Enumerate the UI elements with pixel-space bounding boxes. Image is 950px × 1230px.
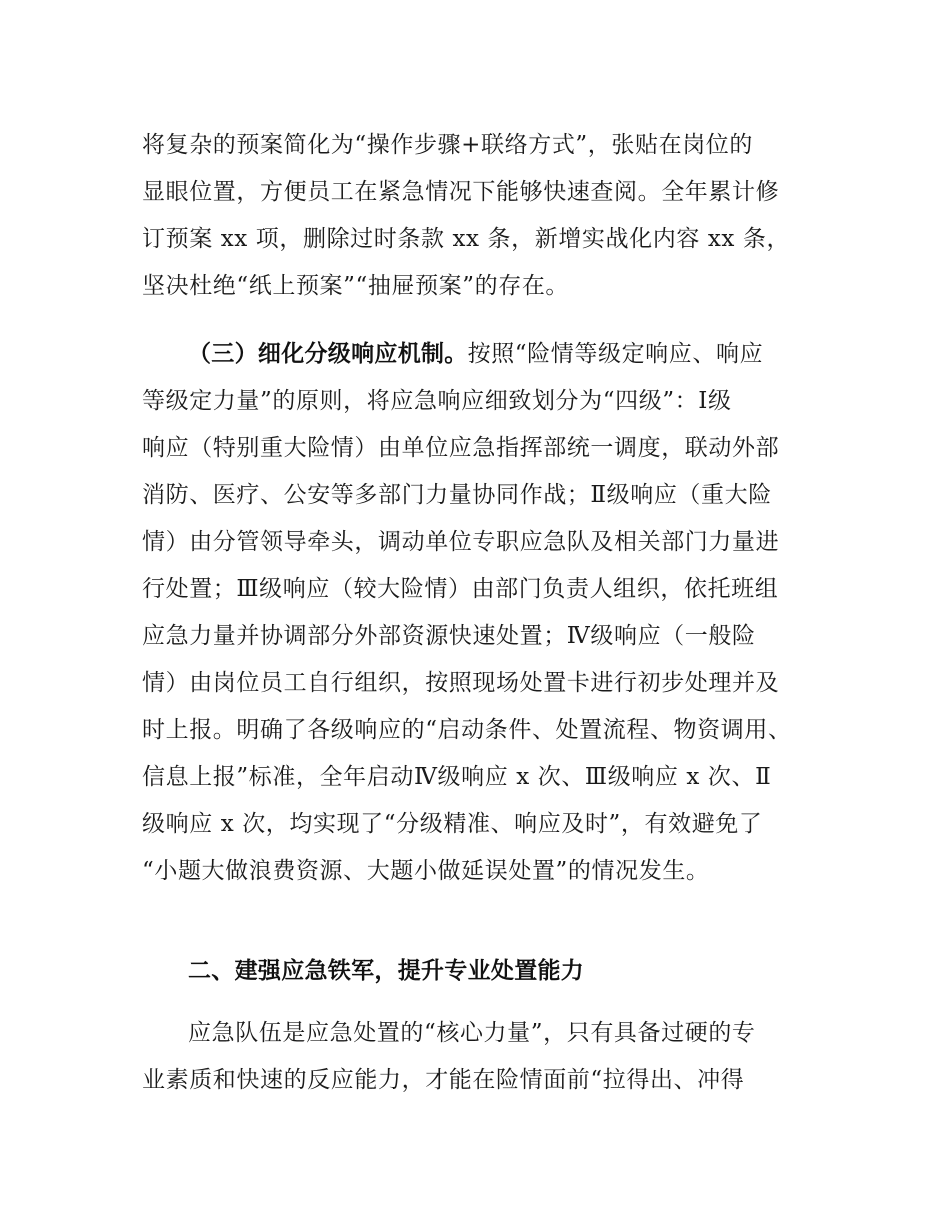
paragraph-2-line-1 (188, 339, 763, 369)
paragraph-2-lead-heading: （三）细化分级响应机制。 (188, 341, 468, 367)
paragraph-2-line-4: 消防、医疗、公安等多部门力量协同作战；Ⅱ级响应（重大险 (142, 482, 772, 508)
paragraph-2-line-12: “小题大做浪费资源、大题小做延误处置”的情况发生。 (142, 858, 710, 884)
paragraph-1-line-3: 订预案 xx 项，删除过时条款 xx 条，新增实战化内容 xx 条， (142, 226, 791, 252)
paragraph-3-line-2: 业素质和快速的反应能力，才能在险情面前“拉得出、冲得 (142, 1067, 745, 1093)
section-heading: 二、建强应急铁军，提升专业处置能力 (188, 958, 585, 984)
paragraph-2-line-9: 时上报。明确了各级响应的“启动条件、处置流程、物资调用、 (142, 717, 792, 743)
paragraph-1-line-4: 坚决杜绝“纸上预案”“抽屉预案”的存在。 (142, 273, 570, 299)
paragraph-2-line-2: 等级定力量”的原则，将应急响应细致划分为“四级”：Ⅰ级 (142, 388, 732, 414)
paragraph-2-line-5: 情）由分管领导牵头，调动单位专职应急队及相关部门力量进 (142, 529, 780, 555)
paragraph-2-line-3: 响应（特别重大险情）由单位应急指挥部统一调度，联动外部 (142, 435, 780, 461)
paragraph-2-first-line-text: 按照“险情等级定响应、响应 (467, 341, 764, 367)
paragraph-2-line-11: 级响应 x 次，均实现了“分级精准、响应及时”，有效避免了 (142, 811, 763, 837)
paragraph-2-line-10: 信息上报”标准，全年启动Ⅳ级响应 x 次、Ⅲ级响应 x 次、Ⅱ (142, 764, 772, 790)
paragraph-3-line-1: 应急队伍是应急处置的“核心力量”，只有具备过硬的专 (188, 1020, 756, 1046)
paragraph-1-line-1: 将复杂的预案简化为“操作步骤+联络方式”，张贴在岗位的 (142, 132, 753, 158)
paragraph-1-line-2: 显眼位置，方便员工在紧急情况下能够快速查阅。全年累计修 (142, 179, 780, 205)
paragraph-2-line-6: 行处置；Ⅲ级响应（较大险情）由部门负责人组织，依托班组 (142, 576, 779, 602)
paragraph-2-line-7: 应急力量并协调部分外部资源快速处置；Ⅳ级响应（一般险 (142, 623, 756, 649)
paragraph-2-line-8: 情）由岗位员工自行组织，按照现场处置卡进行初步处理并及 (142, 670, 780, 696)
